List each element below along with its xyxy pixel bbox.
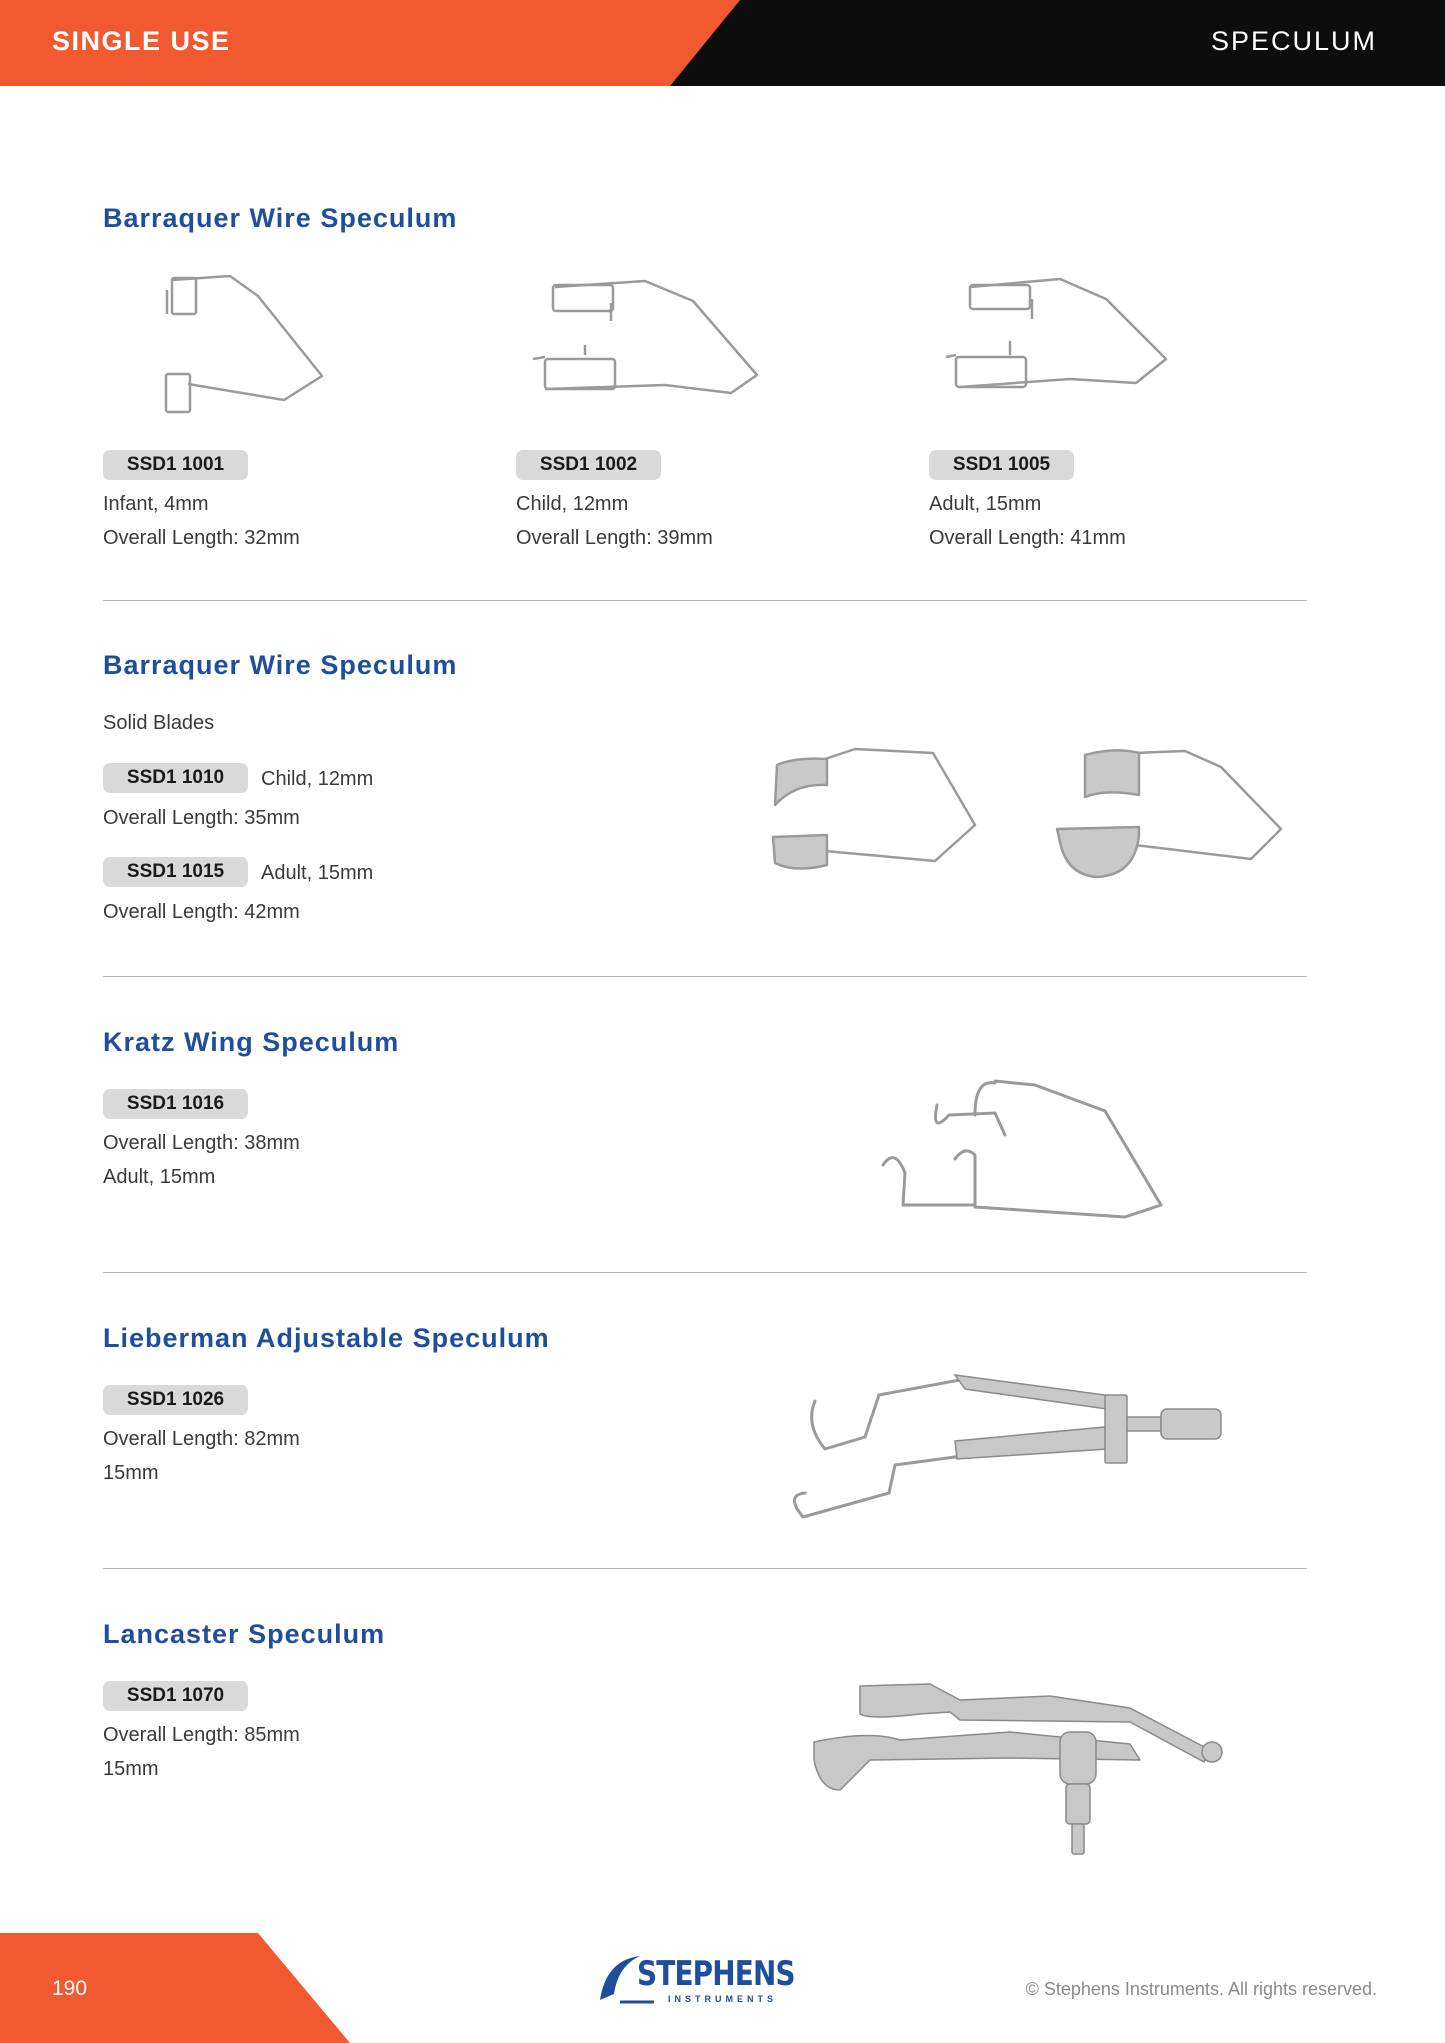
product-length: Overall Length: 82mm — [103, 1428, 300, 1450]
barraquer-adult-image — [940, 275, 1180, 400]
section-divider — [103, 600, 1307, 601]
copyright-notice: © Stephens Instruments. All rights reserved. — [1025, 1979, 1377, 1999]
product-size: Child, 12mm — [261, 768, 374, 790]
product-code-badge: SSD1 1070 — [103, 1681, 248, 1711]
logo-wordmark: STEPHENS — [637, 1954, 795, 1994]
product-length: Overall Length: 42mm — [103, 901, 300, 923]
product-size: Adult, 15mm — [261, 862, 374, 884]
product-code-badge: SSD1 1005 — [929, 450, 1074, 480]
product-code-badge: SSD1 1026 — [103, 1385, 248, 1415]
header-section: SPECULUM — [1210, 26, 1377, 56]
product-length: Overall Length: 41mm — [929, 527, 1126, 549]
product-size: 15mm — [103, 1758, 159, 1780]
product-code-badge: SSD1 1016 — [103, 1089, 248, 1119]
section-divider — [103, 976, 1307, 977]
header-category: SINGLE USE — [52, 26, 231, 56]
product-code-badge: SSD1 1001 — [103, 450, 248, 480]
product-code-badge: SSD1 1015 — [103, 857, 248, 887]
section-title-lieberman: Lieberman Adjustable Speculum — [103, 1323, 550, 1353]
section-title-barraquer-wire: Barraquer Wire Speculum — [103, 203, 458, 233]
product-size: Infant, 4mm — [103, 493, 209, 515]
lancaster-speculum-image — [810, 1680, 1230, 1860]
product-length: Overall Length: 35mm — [103, 807, 300, 829]
barraquer-solid-adult-image — [1055, 745, 1285, 880]
barraquer-solid-child-image — [765, 745, 980, 875]
product-length: Overall Length: 38mm — [103, 1132, 300, 1154]
product-length: Overall Length: 32mm — [103, 527, 300, 549]
product-size: Adult, 15mm — [929, 493, 1042, 515]
section-subtitle: Solid Blades — [103, 712, 215, 734]
section-title-lancaster: Lancaster Speculum — [103, 1619, 386, 1649]
section-divider — [103, 1272, 1307, 1273]
section-divider — [103, 1568, 1307, 1569]
product-code-badge: SSD1 1010 — [103, 763, 248, 793]
lieberman-adjustable-image — [785, 1365, 1240, 1525]
product-size: Child, 12mm — [516, 493, 629, 515]
product-size: Adult, 15mm — [103, 1166, 216, 1188]
page-number: 190 — [52, 1977, 88, 2000]
product-size: 15mm — [103, 1462, 159, 1484]
barraquer-child-image — [525, 275, 765, 400]
product-length: Overall Length: 85mm — [103, 1724, 300, 1746]
logo-subtext: INSTRUMENTS — [668, 1994, 777, 2004]
kratz-wing-image — [875, 1075, 1165, 1225]
barraquer-infant-image — [160, 270, 330, 420]
product-length: Overall Length: 39mm — [516, 527, 713, 549]
section-title-barraquer-solid: Barraquer Wire Speculum — [103, 650, 458, 680]
page-header — [0, 0, 1445, 86]
section-title-kratz-wing: Kratz Wing Speculum — [103, 1027, 400, 1057]
stephens-logo — [596, 1950, 814, 2010]
product-code-badge: SSD1 1002 — [516, 450, 661, 480]
